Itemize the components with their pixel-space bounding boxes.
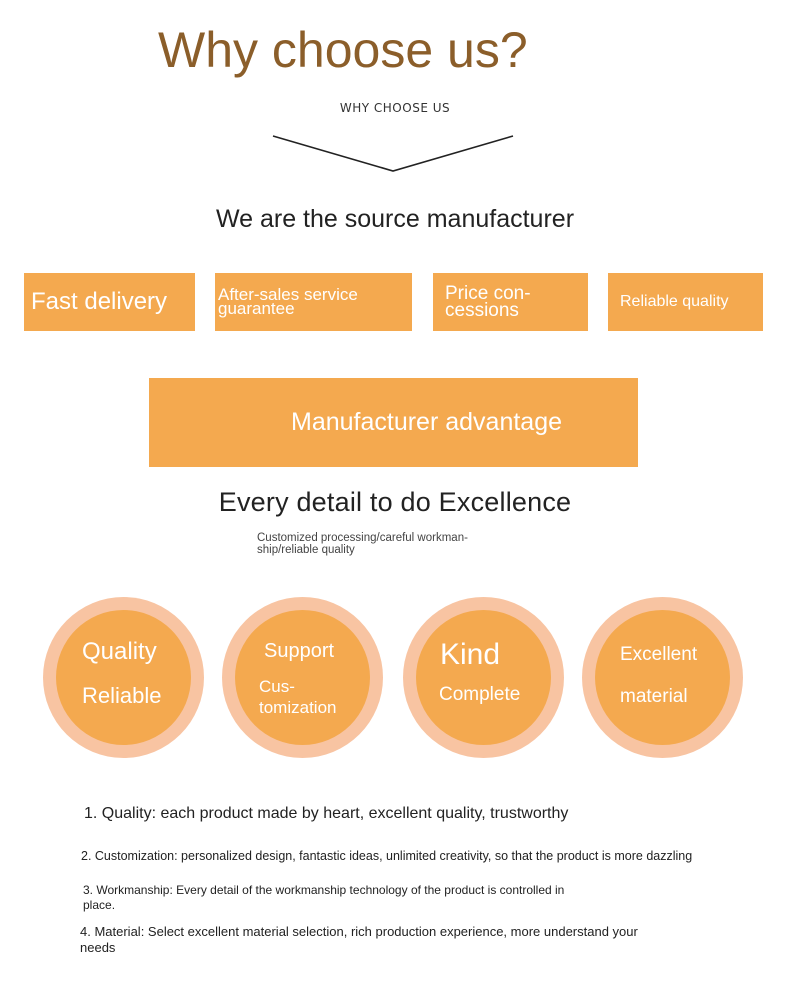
- tag-label: Reliable quality: [620, 293, 729, 310]
- circle-line2: Cus- tomization: [259, 677, 337, 717]
- tag-label: Fast delivery: [31, 288, 168, 315]
- circle-line1: Excellent: [620, 644, 698, 665]
- excellence-heading: Every detail to do Excellence: [218, 487, 572, 517]
- feature-quality: 1. Quality: each product made by heart, excellent quality, trustworthy: [84, 805, 569, 822]
- tag-label: After-sales service guarantee: [218, 285, 358, 318]
- feature-material: 4. Material: Select excellent material selection, rich production experience, more understand your needs: [80, 924, 638, 955]
- circle-quality: [43, 597, 204, 758]
- chevron-down-icon: [270, 132, 520, 176]
- circle-kind: [403, 597, 564, 758]
- page-subtitle: WHY CHOOSE US: [339, 101, 451, 115]
- circle-inner: [595, 610, 730, 745]
- tag-after-sales: [215, 273, 412, 331]
- tag-label: Price con- cessions: [445, 283, 531, 321]
- circle-material: [582, 597, 743, 758]
- circle-line2: Reliable: [82, 683, 162, 708]
- circle-line1: Quality: [82, 638, 157, 665]
- circle-line2: Complete: [439, 684, 521, 705]
- banner-label: Manufacturer advantage: [291, 408, 563, 436]
- feature-customization: 2. Customization: personalized design, fantastic ideas, unlimited creativity, so that the product is more dazzling: [81, 849, 693, 863]
- circle-support: [222, 597, 383, 758]
- source-heading: We are the source manufacturer: [215, 205, 575, 233]
- manufacturer-advantage-banner: [149, 378, 638, 467]
- circle-inner: [416, 610, 551, 745]
- excellence-subline: Customized processing/careful workman- ship/reliable quality: [257, 532, 468, 556]
- circle-line1: Support: [264, 640, 335, 662]
- circle-line1: Kind: [440, 638, 501, 671]
- tag-price-concessions: [433, 273, 588, 331]
- feature-workmanship: 3. Workmanship: Every detail of the workmanship technology of the product is controlled in place.: [83, 883, 565, 912]
- circle-line2: material: [620, 686, 688, 707]
- tag-reliable-quality: [608, 273, 763, 331]
- tag-fast-delivery: [24, 273, 195, 331]
- page-title: Why choose us?: [158, 22, 528, 78]
- circle-inner: [56, 610, 191, 745]
